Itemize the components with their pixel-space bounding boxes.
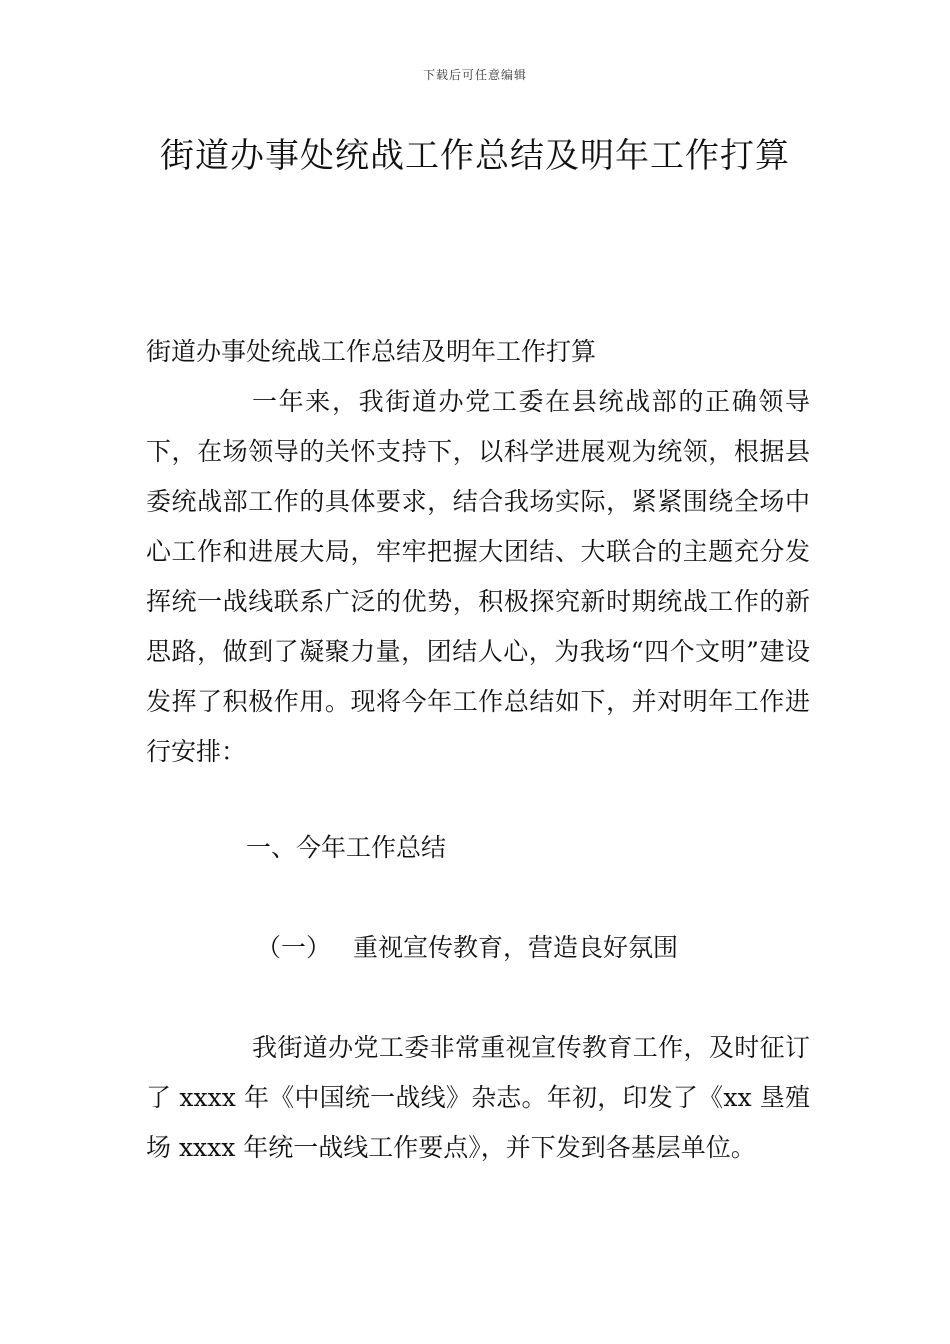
- document-title: 街道办事处统战工作总结及明年工作打算: [160, 136, 790, 176]
- body-paragraph: 我街道办党工委非常重视宣传教育工作，及时征订了 xxxx 年《中国统一战线》杂志。年初，印发了《xx 垦殖场 xxxx 年统一战线工作要点》，并下发到各基层单位。: [146, 1033, 810, 1162]
- subsection-title: 重视宣传教育，营造良好氛围: [353, 933, 679, 962]
- section-heading: 一、今年工作总结: [246, 833, 447, 862]
- header-note: 下载后可任意编辑: [422, 68, 527, 82]
- subsection-number: （一）: [256, 933, 332, 962]
- subsection-heading: [256, 923, 816, 973]
- intro-paragraph: 一年来，我街道办党工委在县统战部的正确领导下，在场领导的关怀支持下，以科学进展观为统领，根据县委统战部工作的具体要求，结合我场实际，紧紧围绕全场中心工作和进展大局，牢牢把握大团结、大联合的主题充分发挥统一战线联系广泛的优势，积极探究新时期统战工作的新思路，做到了凝聚力量，团结人心，为我场“四个文明”建设发挥了积极作用。现将今年工作总结如下，并对明年工作进行安排：: [146, 387, 810, 766]
- document-subtitle: 街道办事处统战工作总结及明年工作打算: [146, 337, 597, 366]
